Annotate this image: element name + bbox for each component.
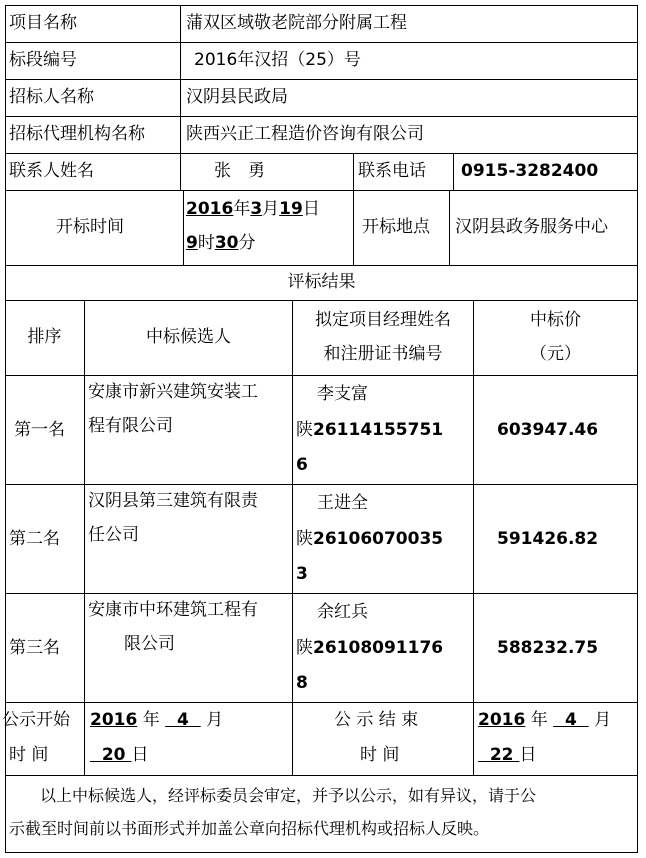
table-row-candidate: 安康市中环建筑工程有 [88, 600, 258, 620]
table-row-rank: 第二名 [9, 529, 60, 549]
table-row-price: 588232.75 [497, 638, 599, 658]
section-no-label: 标段编号 [9, 50, 77, 70]
col-manager-header: 拟定项目经理姓名 [315, 310, 451, 330]
agency: 陕西兴正工程造价咨询有限公司 [186, 124, 424, 144]
publicity-end-day: 22 日 [489, 745, 537, 765]
contact-name: 张 勇 [214, 161, 265, 181]
table-row-cert: 陕26108091176 [296, 638, 444, 658]
phone-label: 联系电话 [358, 161, 426, 181]
table-row-cert: 陕26114155751 [296, 420, 444, 440]
open-time-label: 开标时间 [56, 217, 124, 237]
table-row-price: 603947.46 [497, 420, 599, 440]
publicity-end-date: 2016 年 4 月 [478, 710, 612, 730]
table-row-cert-line2: 6 [296, 455, 308, 475]
col-candidate-header: 中标候选人 [146, 327, 231, 347]
publicity-start-day: 20 日 [101, 745, 149, 765]
publicity-start-label: 公示开始 [2, 710, 70, 730]
table-row-candidate: 汉阴县第三建筑有限责 [88, 491, 258, 511]
table-row-cert: 陕26106070035 [296, 529, 444, 549]
results-title: 评标结果 [287, 272, 356, 292]
section-no: 2016年汉招（25）号 [194, 50, 361, 70]
publicity-start-date: 2016 年 4 月 [90, 710, 224, 730]
table-row-price: 591426.82 [497, 529, 599, 549]
table-row-manager: 余红兵 [317, 602, 368, 622]
open-time-value-line2: 9时30分 [186, 233, 256, 253]
publicity-end-label-line2: 时 间 [360, 745, 400, 765]
col-rank-header: 排序 [27, 327, 62, 347]
contact-label: 联系人姓名 [9, 161, 94, 181]
table-row-candidate-line2: 限公司 [124, 634, 175, 654]
publicity-end-label: 公 示 结 束 [334, 710, 419, 730]
col-price-header: 中标价 [530, 310, 581, 330]
tenderer: 汉阴县民政局 [186, 87, 288, 107]
col-price-header-line2: （元） [530, 344, 581, 364]
agency-label: 招标代理机构名称 [9, 124, 145, 144]
footer-note-line2: 示截至时间前以书面形式并加盖公章向招标代理机构或招标人反映。 [9, 819, 490, 838]
tenderer-label: 招标人名称 [9, 87, 94, 107]
phone-number: 0915-3282400 [461, 161, 599, 181]
open-place: 汉阴县政务服务中心 [455, 217, 608, 237]
table-row-candidate: 安康市新兴建筑安装工 [88, 382, 258, 402]
footer-note: 以上中标候选人，经评标委员会审定，并予以公示，如有异议，请于公 [40, 786, 537, 805]
open-time-value: 2016年3月19日 [186, 199, 320, 219]
table-row-rank: 第一名 [14, 420, 65, 440]
table-row-candidate-line2: 任公司 [88, 525, 139, 545]
table-row-manager: 李支富 [317, 384, 368, 404]
table-row-cert-line2: 3 [296, 564, 308, 584]
publicity-start-label-line2: 时 间 [9, 745, 49, 765]
table-row-rank: 第三名 [9, 638, 60, 658]
table-row-candidate-line2: 程有限公司 [88, 416, 173, 436]
col-manager-header-line2: 和注册证书编号 [323, 344, 443, 364]
table-row-cert-line2: 8 [296, 673, 308, 693]
open-place-label: 开标地点 [362, 217, 430, 237]
project-name-label: 项目名称 [9, 13, 77, 33]
project-name: 蒲双区域敬老院部分附属工程 [186, 13, 407, 33]
table-row-manager: 王进全 [317, 493, 368, 513]
